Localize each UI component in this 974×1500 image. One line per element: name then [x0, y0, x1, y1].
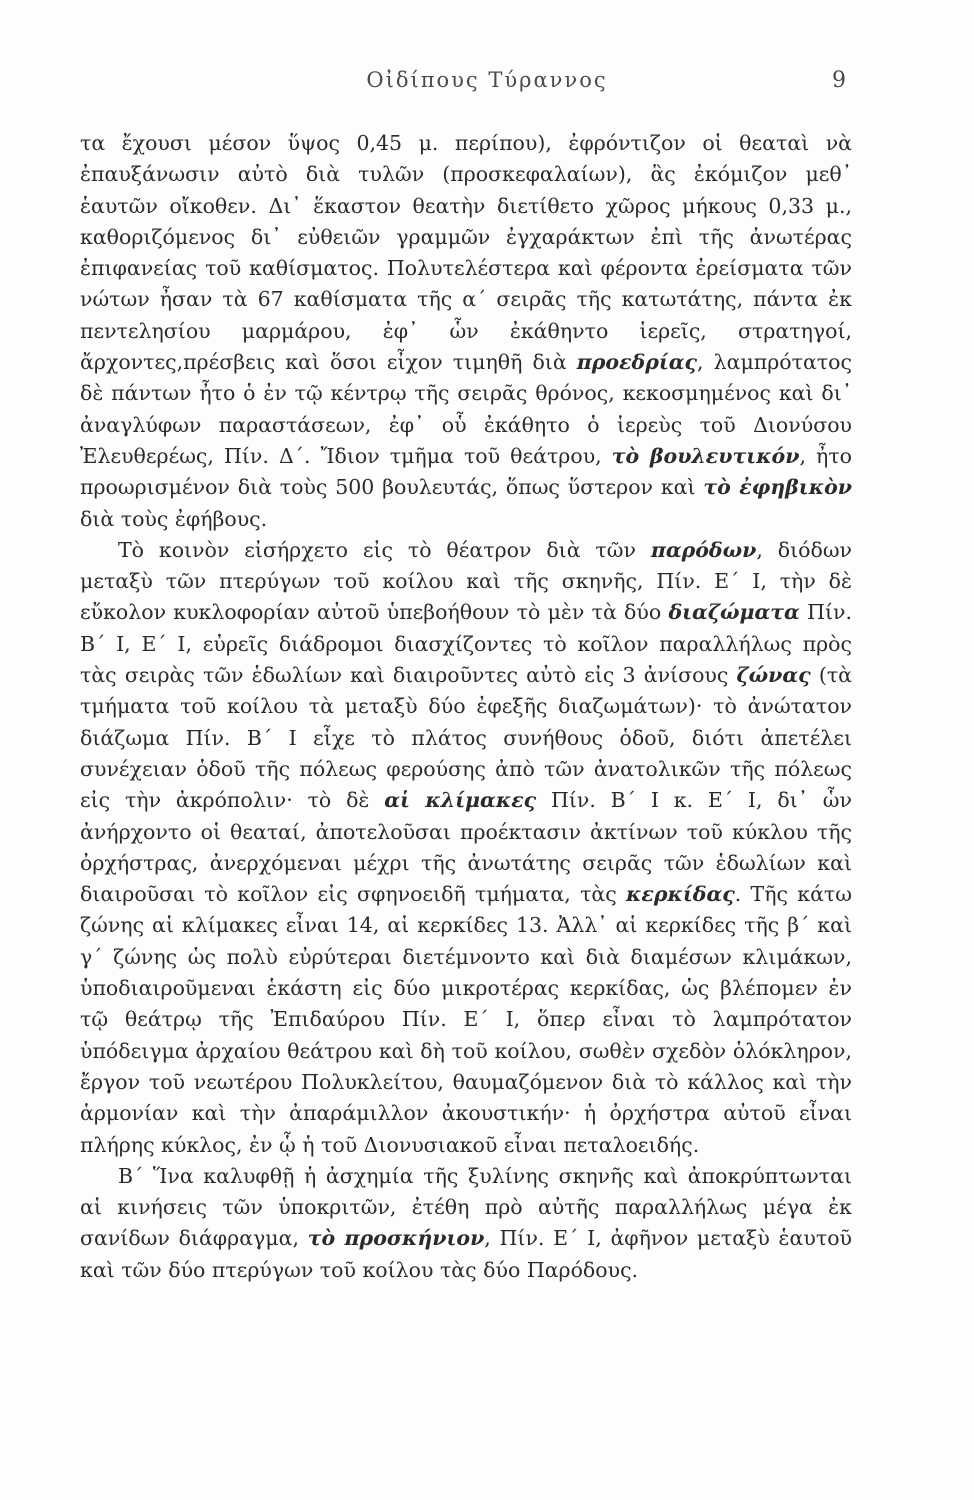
text-segment: Τὸ κοινὸν εἰσήρχετο εἰς τὸ θέατρον διὰ τῶν	[118, 537, 651, 562]
text-segment: , Πίν. Ε΄ Ι, ἀφῆνον μεταξὺ ἑαυτοῦ καὶ τῶν δύο πτερύγων τοῦ κοίλου τὰς δύο Παρόδους.	[80, 1226, 852, 1282]
text-segment: , διόδων μεταξὺ τῶν πτερύγων τοῦ κοίλου καὶ τῆς σκηνῆς, Πίν. Ε΄ Ι, τὴν δὲ εὔκολον κυκλοφορίαν αὐτοῦ ὑπεβοήθουν τὸ μὲν τὰ δύο	[80, 537, 853, 625]
paragraph-2	[80, 535, 852, 1161]
text-segment: Πίν. Β΄ Ι, Ε΄ Ι, εὐρεῖς διάδρομοι διασχίζοντες τὸ κοῖλον παραλλήλως πρὸς τὰς σειρὰς τῶν ἑδωλίων καὶ διαιροῦντες αὐτὸ εἰς 3 ἀνίσους	[80, 600, 852, 688]
text-segment: Πίν. Β΄ Ι κ. Ε΄ Ι, δι᾽ ὧν ἀνήρχοντο οἱ θεαταί, ἀποτελοῦσαι προέκτασιν ἀκτίνων τοῦ κύκλου τῆς ὀρχήστρας, ἀνερχόμεναι μέχρι τῆς ἀνωτάτης σειρᾶς τῶν ἑδωλίων καὶ διαιροῦσαι τὸ κοῖλον εἰς σφηνοειδῆ τμήματα, τὰς	[80, 788, 852, 907]
emphasized-term: προεδρίας	[576, 350, 698, 375]
text-segment: , λαμπρότατος δὲ πάντων ἦτο ὁ ἐν τῷ κέντρῳ τῆς σειρᾶς θρόνος, κεκοσμημένος καὶ δι᾽ ἀναγλύφων παραστάσεων, ἐφ᾽ οὗ ἐκάθητο ὁ ἱερεὺς τοῦ Διονύσου Ἐλευθερέως, Πίν. Δ΄. Ἴδιον τμῆμα τοῦ θεάτρου,	[80, 350, 852, 468]
emphasized-term: ζώνας	[736, 663, 811, 688]
emphasized-term: αἱ κλίμακες	[384, 788, 537, 813]
text-segment: διὰ τοὺς ἐφήβους.	[80, 506, 268, 531]
running-header	[0, 68, 974, 102]
emphasized-term: κερκίδας	[626, 882, 735, 907]
emphasized-term: τὸ προσκήνιον	[307, 1226, 485, 1251]
emphasized-term: διαζώματα	[668, 600, 800, 625]
emphasized-term: τὸ βουλευτικόν	[611, 443, 800, 468]
text-segment: . Τῆς κάτω ζώνης αἱ κλίμακες εἶναι 14, αἱ κερκίδες 13. Ἀλλ᾽ αἱ κερκίδες τῆς β΄ καὶ γ΄ ζώνης ὡς πολὺ εὐρύτεραι διετέμνοντο καὶ διὰ διαμέσων κλιμάκων, ὑποδιαιροῦμεναι ἑκάστη εἰς δύο μικροτέρας κερκίδας, ὡς βλέπομεν ἐν τῷ θεάτρῳ τῆς Ἐπιδαύρου Πίν. Ε΄ Ι, ὅπερ εἶναι τὸ λαμπρότατον ὑπόδειγμα ἀρχαίου θεάτρου καὶ δὴ τοῦ κοίλου, σωθὲν σχεδὸν ὁλόκληρον, ἔργον τοῦ νεωτέρου Πολυκλείτου, θαυμαζόμενον διὰ τὸ κάλλος καὶ τὴν ἁρμονίαν καὶ τὴν ἀπαράμιλλον ἀκουστικήν· ἡ ὀρχήστρα αὐτοῦ εἶναι πλήρης κύκλος, ἐν ᾧ ἡ τοῦ Διονυσιακοῦ εἶναι πεταλοειδής.	[80, 882, 852, 1157]
text-segment: τα ἔχουσι μέσον ὕψος 0,45 μ. περίπου), ἐφρόντιζον οἱ θεαταὶ νὰ ἐπαυξάνωσιν αὐτὸ διὰ τυλῶν (προσκεφαλαίων), ἃς ἐκόμιζον μεθ᾽ ἑαυτῶν οἴκοθεν. Δι᾽ ἕκαστον θεατὴν διετίθετο χῶρος μήκους 0,33 μ., καθοριζόμενος δι᾽ εὐθειῶν γραμμῶν ἐγχαράκτων ἐπὶ τῆς ἀνωτέρας ἐπιφανείας τοῦ καθίσματος. Πολυτελέστερα καὶ φέροντα ἐρείσματα τῶν νώτων ἦσαν τὰ 67 καθίσματα τῆς α΄ σειρᾶς τῆς κατωτάτης, πάντα ἐκ πεντελησίου μαρμάρου, ἐφ᾽ ὧν ἐκάθηντο ἱερεῖς, στρατηγοί, ἄρχοντες,πρέσβεις καὶ ὅσοι εἶχον τιμηθῆ διὰ	[80, 131, 852, 375]
running-title: Οἰδίπους Τύραννος	[366, 68, 608, 92]
body-text	[80, 128, 852, 1286]
emphasized-term: παρόδων	[650, 537, 757, 562]
paragraph-1	[80, 128, 852, 535]
text-segment: Β΄ Ἵνα καλυφθῇ ἡ ἀσχημία τῆς ξυλίνης σκηνῆς καὶ ἀποκρύπτωνται αἱ κινήσεις τῶν ὑποκριτῶν, ἐτέθη πρὸ αὐτῆς παραλλήλως μέγα ἐκ σανίδων διάφραγμα,	[80, 1163, 852, 1251]
paragraph-3	[80, 1161, 852, 1286]
text-segment: , ἦτο προωρισμένον διὰ τοὺς 500 βουλευτάς, ὅπως ὕστερον καὶ	[80, 443, 853, 500]
page-number: 9	[832, 68, 846, 93]
text-segment: (τὰ τμήματα τοῦ κοίλου τὰ μεταξὺ δύο ἐφεξῆς διαζωμάτων)· τὸ ἀνώτατον διάζωμα Πίν. Β΄ Ι εἶχε τὸ πλάτος συνήθους ὁδοῦ, διότι ἀπετέλει συνέχειαν ὁδοῦ τῆς πόλεως φερούσης ἀπὸ τῶν ἀνατολικῶν τῆς πόλεως εἰς τὴν ἀκρόπολιν· τὸ δὲ	[80, 663, 853, 813]
emphasized-term: τὸ ἐφηβικὸν	[703, 475, 852, 500]
